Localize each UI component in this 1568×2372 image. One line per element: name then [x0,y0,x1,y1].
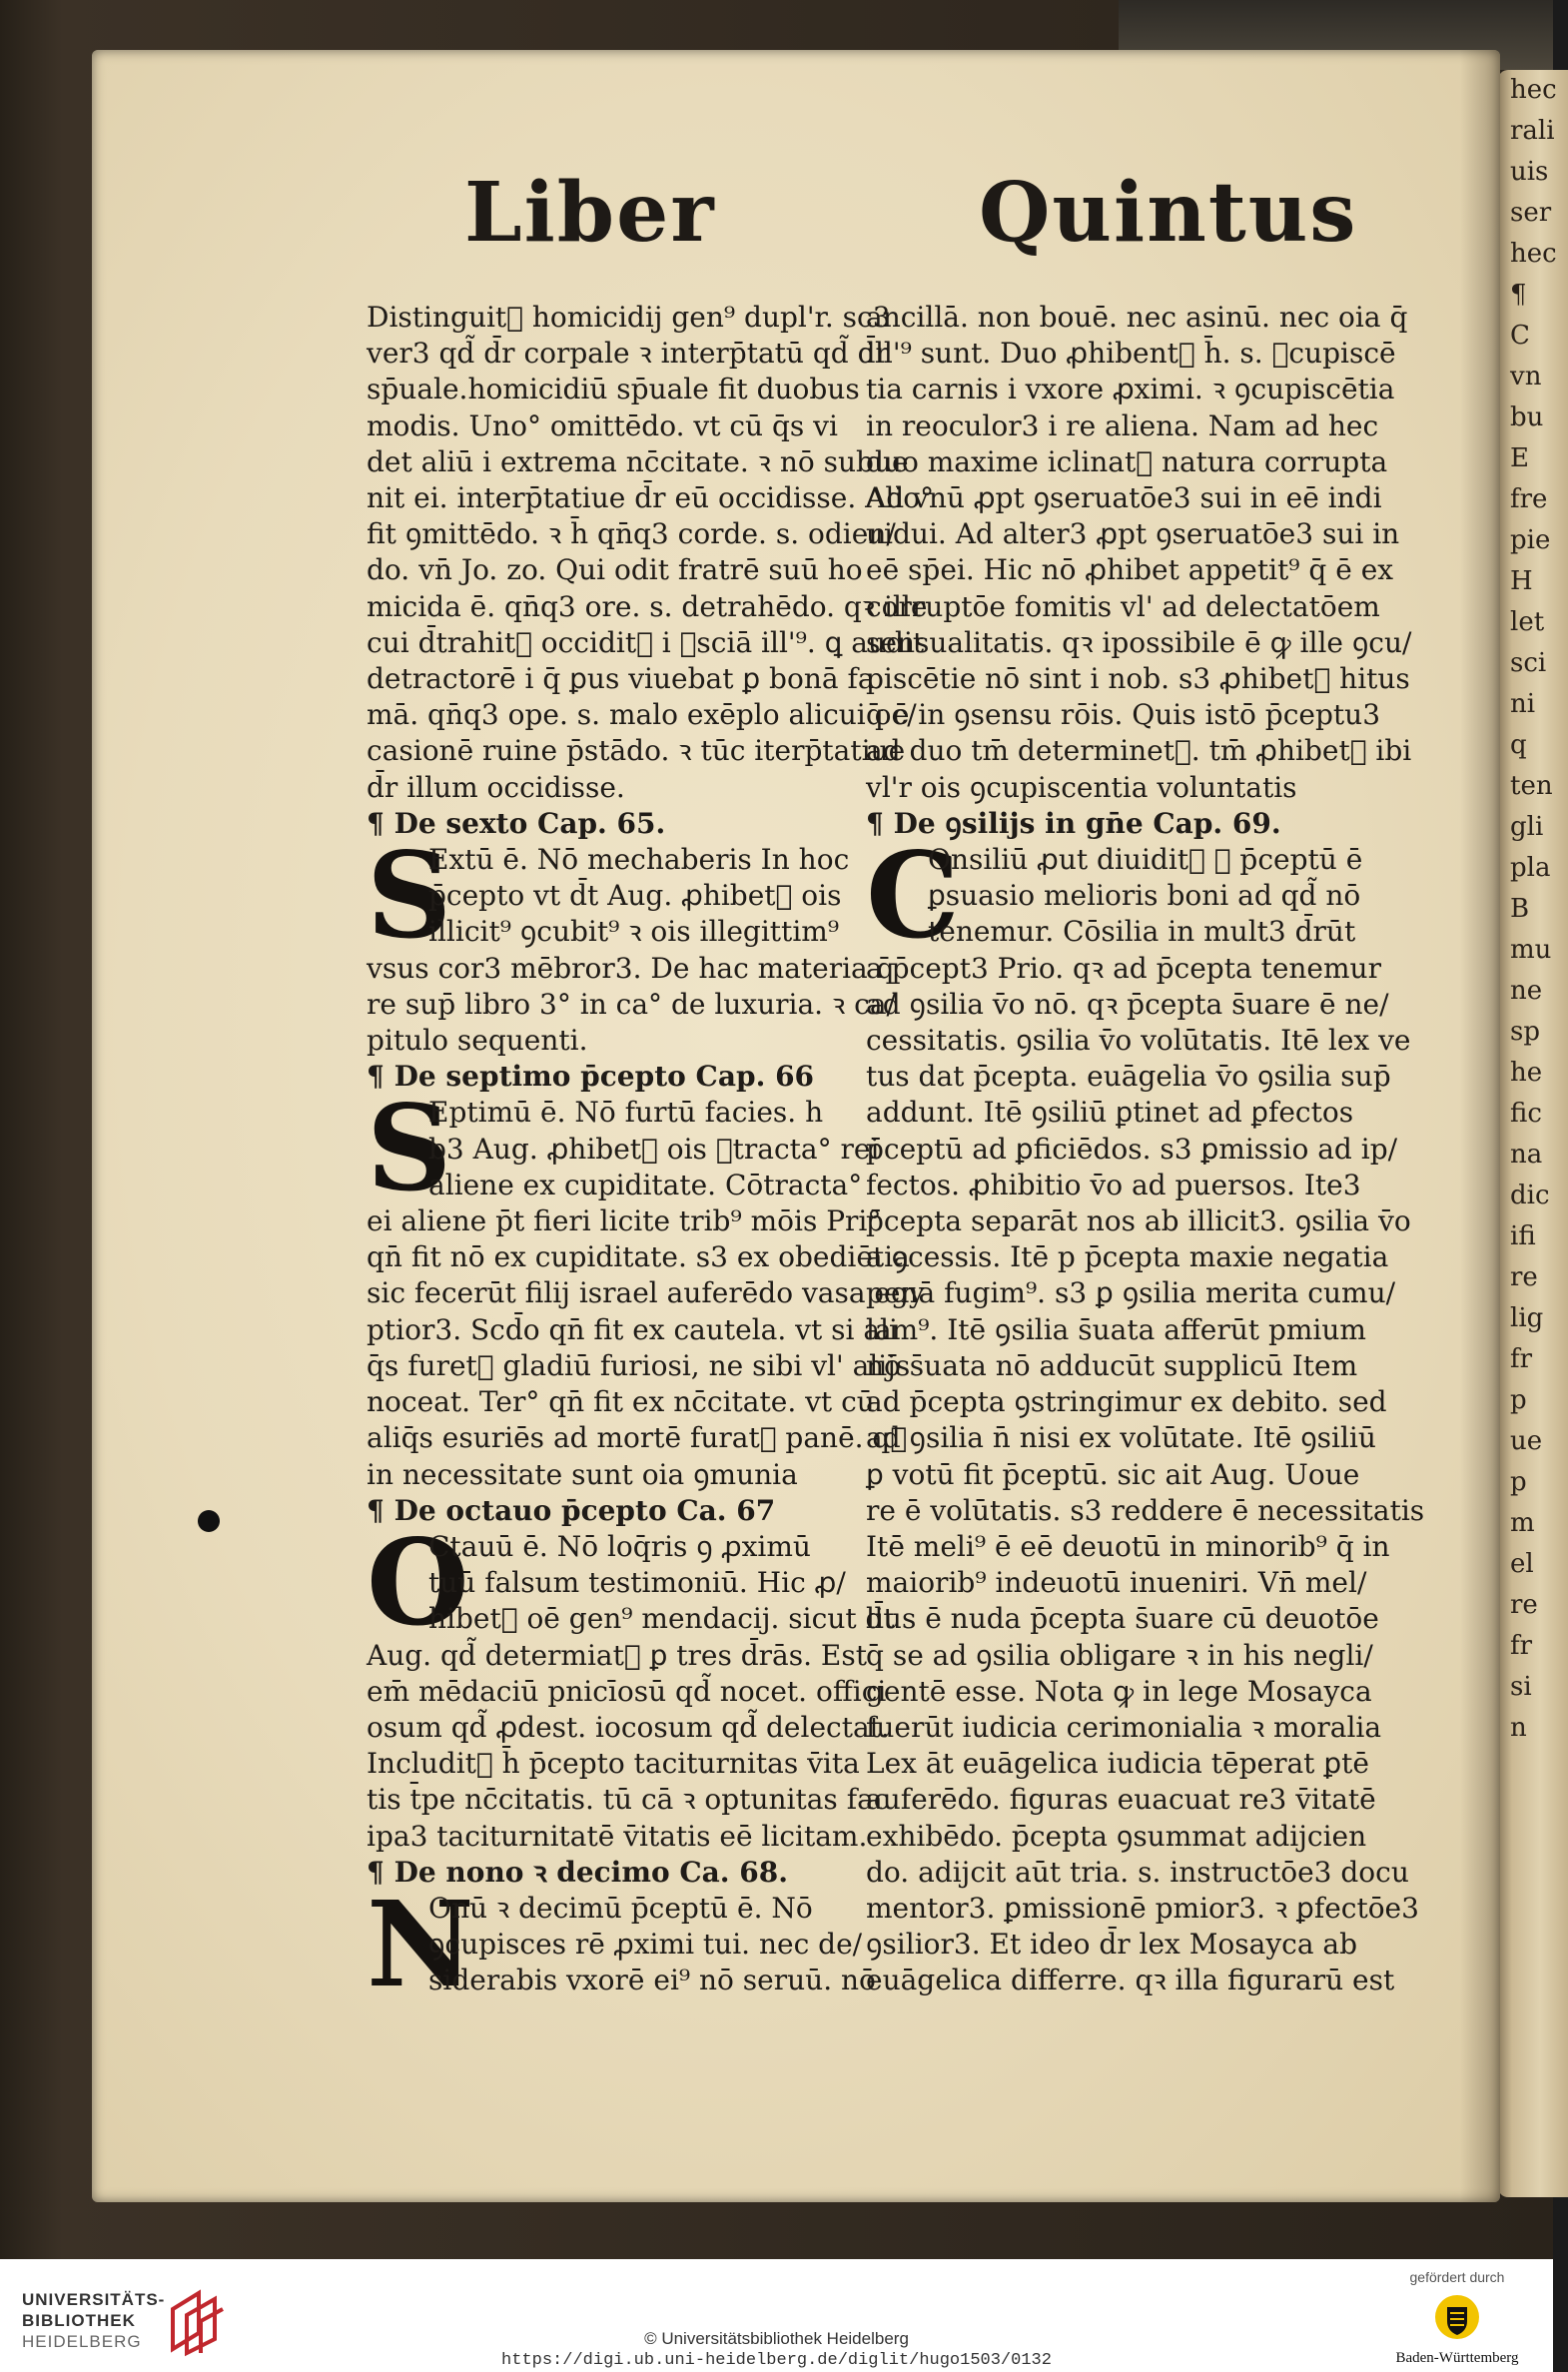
text-line: gentē esse. Nota ꝙ in lege Mosayca [866,1674,1372,1708]
text-line: tus dat p̄cepta. euāgelia v̄o ꝯsilia sup̄ [866,1060,1391,1094]
next-page-fragment: p [1510,1385,1527,1415]
text-line: do. adijcit aūt tria. s. instructōe3 docu [866,1855,1409,1889]
page-gutter-shadow [1460,50,1500,2202]
text-line: p̄cepto vt d̄t Aug. ꝓhibetᷣ ois [428,879,842,913]
text-line: Ad vnū ꝓpt ꝯseruatōe3 sui in eē indi [866,481,1382,515]
text-line: penā fugim⁹. s3 ꝑ ꝯsilia merita cumu/ [866,1276,1396,1310]
text-line: illicit⁹ ꝯcubit⁹ ꝛ ois illegittim⁹ [428,915,840,949]
initial-paragraph [367,826,861,966]
next-page-fragment: uis [1510,157,1549,187]
initial-lines [428,1529,895,1638]
running-head-right: Quintus [979,165,1358,261]
running-head-left: Liber [464,165,716,261]
next-page-fragment: fr [1510,1344,1533,1374]
next-page-fragment: mu [1510,935,1552,965]
text-line: maiorib⁹ indeuotū inueniri. Vn̄ mel/ [866,1566,1367,1600]
chapter-heading: ¶ De octauo p̄cepto Ca. 67 [367,1493,776,1527]
text-line: pitulo sequenti. [367,1024,588,1058]
text-line: q̄ se ad ꝯsilia obligare ꝛ in his negli/ [866,1638,1373,1672]
next-page-fragment: H [1510,566,1533,596]
state-coat-of-arms-icon [1433,2293,1481,2341]
chapter-heading: ¶ De ꝯsilijs in gn̄e Cap. 69. [866,806,1281,840]
next-page-fragment: ni [1510,689,1536,719]
library-name-line3: HEIDELBERG [22,2332,142,2351]
text-line: exhibēdo. p̄cepta ꝯsummat adijcien [866,1819,1367,1853]
text-line: Lex āt euāgelica iudicia tēperat ꝑtē [866,1747,1369,1781]
next-page-fragment: sp [1510,1017,1540,1047]
text-line: uidui. Ad alter3 ꝓpt ꝯseruatōe3 sui in [866,517,1400,551]
chapter-heading: ¶ De sexto Cap. 65. [367,806,666,840]
next-page-fragment: B [1510,894,1530,924]
next-page-fragment: re [1510,1590,1538,1620]
initial-lines [428,1095,879,1203]
text-line: Eptimū ē. Nō furtū facies. h [428,1096,824,1130]
library-name-line2: BIBLIOTHEK [22,2311,136,2330]
text-line: cui d̄trahitᷣ occiditᷣ i ꝯsciā ill'⁹. ꝗ audit [367,625,925,659]
text-line: nō s̄uata nō adducūt supplicū Item [866,1348,1358,1382]
text-line: eē sp̄ei. Hic nō ꝓhibet appetit⁹ q̄ ē ex [866,553,1394,587]
text-line: ꝯcupisces rē ꝓximi tui. nec de/ [428,1928,863,1962]
text-line: in reoculor3 i re aliena. Nam ad hec [866,408,1379,442]
text-line: ꝯsilior3. Et ideo d̄r lex Mosayca ab [866,1928,1358,1962]
text-line: Distinguitᷣ homicidij gen⁹ dupl'r. sc3 [367,301,891,334]
text-line: ptior3. Scd̄o qn̄ fit ex cautela. vt si ali [367,1312,898,1346]
next-page-fragment: pla [1510,853,1551,883]
text-line: ver3 qd̃ d̄r corpale ꝛ interp̄tatū qd̃ d̄r [367,337,889,371]
text-line: noceat. Ter° qn̄ fit ex nc̄citate. vt cū [367,1385,875,1419]
text-line: ad ꝯsilia n̄ nisi ex volūtate. Itē ꝯsiliū [866,1421,1376,1455]
text-column-left [367,300,935,2013]
next-page-fragment: vn [1510,362,1542,392]
next-page-fragment: gli [1510,812,1544,842]
text-line: in necessitate sunt oia ꝯmunia [367,1457,798,1491]
copyright-notice: © Universitätsbibliothek Heidelberg [644,2329,909,2348]
next-page-fragment: sci [1510,648,1547,678]
text-line: aliq̄s esuriēs ad mortē furatᷣ panē. qꝛ [367,1421,908,1455]
text-line: det aliū i extrema nc̄citate. ꝛ nō subue [367,444,909,478]
chapter-heading: ¶ De nono ꝛ decimo Ca. 68. [367,1855,789,1889]
next-page-fragment: C [1510,321,1530,351]
next-page-fragment: hec [1510,75,1557,105]
next-page-fragment: p [1510,1467,1527,1497]
text-line: p̄ceptū ad ꝑficiēdos. s3 ꝑmissio ad ip/ [866,1132,1398,1166]
text-line: hibetᷣ oē gen⁹ mendacij. sicut d̄t [428,1602,895,1636]
text-line: tenemur. Cōsilia in mult3 d̄rūt [928,915,1356,949]
funding-name: Baden-Württemberg [1395,2350,1519,2366]
text-line: micida ē. qn̄q3 ore. s. detrahēdo. qꝛ ille [367,589,928,623]
drop-cap-initial: S [367,826,452,966]
text-line: lius ē nuda p̄cepta s̄uare cū deuotōe [866,1602,1379,1636]
next-page-fragment: fre [1510,484,1548,514]
text-line: ꝑ votū fit p̄ceptū. sic ait Aug. Uoue [866,1457,1360,1491]
initial-paragraph [367,1874,876,2013]
initial-lines [428,842,861,951]
text-line: Includitᷣ h̄ p̄cepto taciturnitas v̄ita [367,1747,860,1781]
next-page-fragment: ¶ [1510,280,1527,310]
next-page-fragment: na [1510,1140,1543,1170]
initial-lines [428,1891,876,1999]
viewer-footer [0,2259,1553,2372]
text-line: lam⁹. Itē ꝯsilia s̄uata afferūt pmium [866,1312,1366,1346]
drop-cap-initial: O [367,1512,469,1652]
text-line: b3 Aug. ꝓhibetᷣ ois ꝯtracta° rei [428,1132,880,1166]
text-line: siderabis vxorē ei⁹ nō seruū. nō [428,1964,876,1997]
text-line: q̄ ē in ꝯsensu rōis. Quis istō p̄ceptu3 [866,698,1381,732]
text-line: ill'⁹ sunt. Duo ꝓhibentᷣ h̄. s. ꝯcupiscē [866,337,1396,371]
text-line: em̄ mēdaciū pnicīosū qd̃ nocet. offici [367,1674,887,1708]
text-line: re ē volūtatis. s3 reddere ē necessitatis [866,1493,1425,1527]
text-line: vsus cor3 mēbror3. De hac materia q̄ [367,951,895,985]
library-name-line1: UNIVERSITÄTS- [22,2290,166,2309]
text-line: p̄cepta separāt nos ab illicit3. ꝯsilia v̄o [866,1204,1411,1238]
text-line: aliene ex cupiditate. Cōtracta° [428,1168,863,1201]
text-line: ancillā. non bouē. nec asinū. nec oia q̄ [866,301,1408,334]
next-page-fragment: ser [1510,198,1552,228]
next-page-fragment: re [1510,1262,1538,1292]
text-line: detractorē i q̄ ꝑus viuebat ꝑ bonā fa [367,662,875,696]
text-line: auferēdo. figuras euacuat re3 v̄itatē [866,1783,1376,1817]
next-page-fragment: let [1510,607,1545,637]
text-line: Onsiliū ꝓut diuiditᷣ ꝯ p̄ceptū ē [928,843,1363,877]
chapter-heading: ¶ De septimo p̄cepto Cap. 66 [367,1060,815,1094]
ink-dot [198,1510,220,1532]
text-line: ad duo tm̄ determinetᷣ. tm̄ ꝓhibetᷣ ibi [866,734,1412,768]
next-page-fragment: lig [1510,1303,1544,1333]
initial-paragraph [367,1079,880,1218]
text-line: re sup̄ libro 3° in ca° de luxuria. ꝛ ca/ [367,987,896,1021]
text-line: sensualitatis. qꝛ ipossibile ē ꝙ ille ꝯcu/ [866,625,1412,659]
text-line: fit ꝯmittēdo. ꝛ h̄ qn̄q3 corde. s. odien/ [367,517,896,551]
text-line: sic fecerūt filij israel auferēdo vasa egy [367,1276,925,1310]
text-line: ad p̄cepta ꝯstringimur ex debito. sed [866,1385,1387,1419]
text-line: a ꝯcessis. Itē p p̄cepta maxie negatia [866,1240,1389,1274]
next-page-fragment: fr [1510,1631,1533,1661]
next-page-fragment: hec [1510,239,1557,269]
text-line: tuū falsum testimoniū. Hic ꝓ/ [428,1566,846,1600]
drop-cap-initial: S [367,1079,452,1218]
next-page-fragment: n [1510,1713,1527,1743]
text-line: casionē ruine p̄stādo. ꝛ tūc iterp̄tatiue [367,734,906,768]
next-page-fragment: si [1510,1672,1532,1702]
text-line: piscētie nō sint i nob. s3 ꝓhibetᷣ hitus [866,662,1410,696]
text-line: qn̄ fit nō ex cupiditate. s3 ex obediētia [367,1240,910,1274]
next-page-fragment: dic [1510,1181,1550,1210]
text-line: ipa3 taciturnitatē v̄itatis eē licitam. [367,1819,868,1853]
text-line: euāgelica differre. qꝛ illa figurarū est [866,1964,1395,1997]
text-line: addunt. Itē ꝯsiliū ꝑtinet ad ꝑfectos [866,1096,1354,1130]
next-page-fragment: el [1510,1549,1534,1579]
text-line: ꝑsuasio melioris boni ad qd̃ nō [928,879,1361,913]
next-page-fragment: he [1510,1058,1543,1088]
initial-paragraph [866,826,1365,966]
text-line: sp̄uale.homicidiū sp̄uale fit duobus [367,373,860,406]
text-line: modis. Uno° omittēdo. vt cū q̄s vi [367,408,838,442]
funding-block [1387,2269,1527,2367]
text-line: Aug. qd̃ determiatᷣ ꝑ tres d̄rās. Est [367,1638,867,1672]
text-line: fectos. ꝓhibitio v̄o ad puersos. Ite3 [866,1168,1361,1201]
next-page-fragment: m [1510,1508,1535,1538]
next-page-fragment: ten [1510,771,1553,801]
next-page-fragment: q [1510,730,1527,760]
text-line: cessitatis. ꝯsilia v̄o volūtatis. Itē lex ve [866,1024,1411,1058]
next-page-edge [1498,70,1568,2197]
text-line: nit ei. interp̄tatiue d̄r eū occidisse. Alio° [367,481,935,515]
text-line: ei aliene p̄t fieri licite trib⁹ mōis Pri° [367,1204,882,1238]
text-line: do. vn̄ Jo. zo. Qui odit fratrē suū ho [367,553,863,587]
next-page-fragment: ne [1510,976,1543,1006]
text-line: fuerūt iudicia cerimonialia ꝛ moralia [866,1710,1382,1744]
permalink-url[interactable]: https://digi.ub.uni-heidelberg.de/diglit/hugo1503/0132 [501,2351,1052,2370]
next-page-fragment: ifi [1510,1221,1536,1251]
text-line: duo maxime iclinatᷣ natura corrupta [866,444,1388,478]
funding-label: gefördert durch [1409,2269,1505,2285]
next-page-fragment: E [1510,443,1529,473]
text-line: mā. qn̄q3 ope. s. malo exēplo alicui oc/ [367,698,917,732]
text-line: tis t̄pe nc̄citatis. tū cā ꝛ optunitas fac [367,1783,890,1817]
next-page-fragment: ue [1510,1426,1543,1456]
text-line: tia carnis i vxore ꝓximi. ꝛ ꝯcupiscētia [866,373,1395,406]
text-line: Itē meli⁹ ē eē deuotū in minorib⁹ q̄ in [866,1529,1390,1563]
text-line: a p̄cept3 Prio. qꝛ ad p̄cepta tenemur [866,951,1381,985]
drop-cap-initial: N [367,1874,474,2013]
next-page-fragment: rali [1510,116,1555,146]
initial-paragraph [367,1512,895,1652]
text-line: q̄s furetᷣ gladiū furiosi, ne sibi vl' alijs [367,1348,911,1382]
text-line: mentor3. ꝑmissionē pmior3. ꝛ ꝑfectōe3 [866,1891,1419,1925]
text-line: d̄r illum occidisse. [367,770,625,804]
text-line: corruptōe fomitis vl' ad delectatōem [866,589,1380,623]
text-line: Extū ē. Nō mechaberis In hoc [428,843,850,877]
next-page-fragment: pie [1510,525,1551,555]
text-line: ad ꝯsilia v̄o nō. qꝛ p̄cepta s̄uare ē ne/ [866,987,1389,1021]
text-line: osum qd̃ ꝓdest. iocosum qd̃ delectat. [367,1710,890,1744]
drop-cap-initial: C [866,826,960,966]
text-line: vl'r ois ꝯcupiscentia voluntatis [866,770,1297,804]
next-page-fragment: bu [1510,402,1544,432]
next-page-fragment: fic [1510,1099,1542,1129]
text-line: Onū ꝛ decimū p̄ceptū ē. Nō [428,1891,813,1925]
text-line: Ctauū ē. Nō loq̄ris ꝯ ꝓximū [428,1529,811,1563]
initial-lines [928,842,1365,951]
text-column-right [866,300,1425,1999]
